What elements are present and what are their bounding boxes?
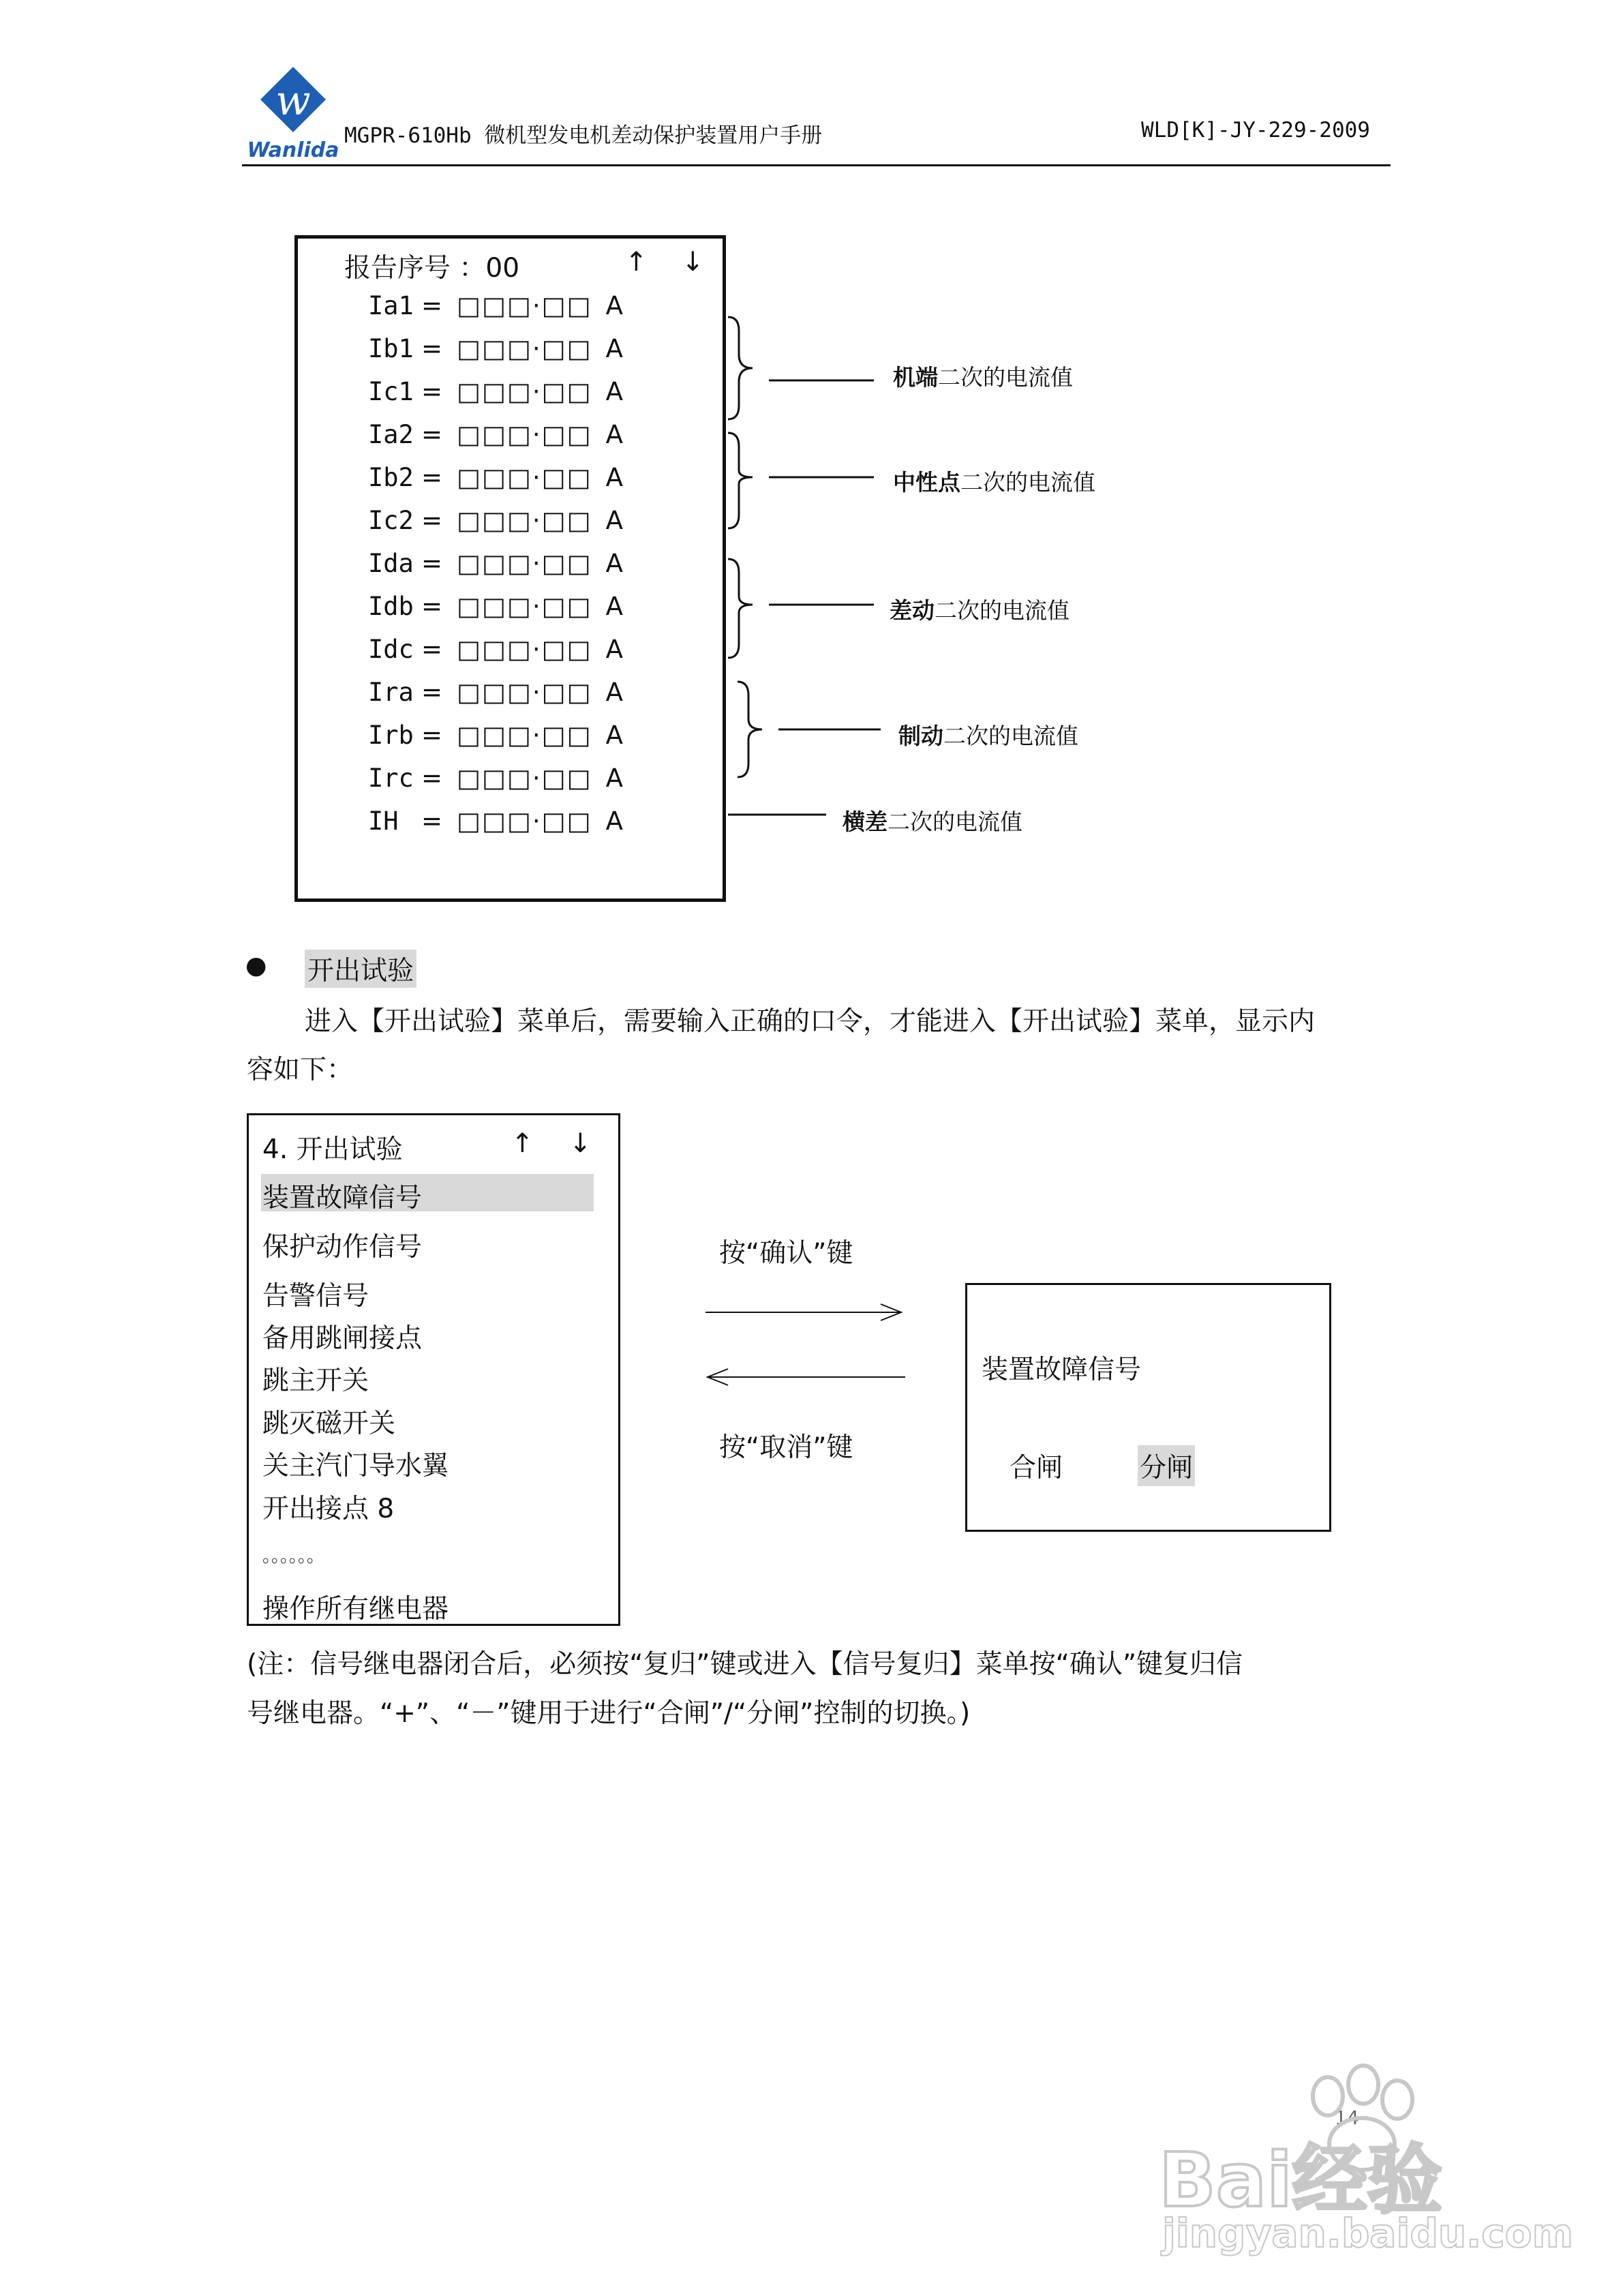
confirm-key-label: 按“确认”键 [719,1238,853,1269]
logo [245,61,341,164]
annotation-transverse: 横差二次的电流值 [843,809,1022,835]
current-value: □□□·□□ [457,549,592,578]
current-label: Ic2 [368,506,414,535]
report-row [368,721,623,750]
menu-item[interactable]: 关主汽门导水翼 [262,1451,449,1481]
current-value: □□□·□□ [457,721,592,750]
result-title: 装置故障信号 [982,1355,1142,1385]
brace [728,433,753,528]
report-row [368,592,623,621]
menu-item[interactable]: 。。。。。。 [262,1546,325,1567]
note-line1: (注：信号继电器闭合后，必须按“复归”键或进入【信号复归】菜单按“确认”键复归信 [247,1649,1243,1680]
equals-sign: = [421,463,443,492]
section-paragraph-line2: 容如下： [247,1055,354,1085]
current-value: □□□·□□ [457,678,592,707]
current-value: □□□·□□ [457,463,592,492]
unit-label: A [605,377,623,406]
down-arrow-icon: ↓ [682,247,704,277]
menu-item[interactable]: 装置故障信号 [262,1183,423,1213]
unit-label: A [605,291,623,320]
brace [738,682,762,777]
menu-item[interactable]: 开出接点 8 [262,1494,395,1524]
option-open[interactable]: 分闸 [1138,1445,1195,1486]
current-label: IH [368,806,399,836]
header-divider [242,164,1391,166]
brace [728,317,753,419]
current-value: □□□·□□ [457,592,592,621]
unit-label: A [605,334,623,363]
cancel-key-label: 按“取消”键 [719,1432,853,1463]
header-doc-code: WLD[K]-JY-229-2009 [1141,118,1370,142]
report-row [368,377,623,406]
current-value: □□□·□□ [457,764,592,793]
equals-sign: = [421,377,443,406]
watermark [1159,2059,1573,2263]
report-row [368,806,623,836]
report-row [368,764,623,793]
page-number: 14 [1335,2106,1359,2129]
up-arrow-icon: ↑ [625,247,648,277]
annotation-neutral: 中性点二次的电流值 [893,469,1095,496]
current-value: □□□·□□ [457,334,592,363]
down-arrow-icon: ↓ [569,1128,592,1159]
note-line2: 号继电器。“+”、“－”键用于进行“合闸”/“分闸”控制的切换。) [247,1698,971,1729]
current-label: Idb [368,592,414,621]
unit-label: A [605,592,623,621]
equals-sign: = [421,549,443,578]
equals-sign: = [421,635,443,664]
flow-arrows [702,1299,907,1387]
equals-sign: = [421,678,443,707]
current-label: Irb [368,721,414,750]
annotation-terminal: 机端二次的电流值 [893,364,1073,391]
menu-item[interactable]: 备用跳闸接点 [262,1323,423,1354]
wanlida-logo-icon [245,61,341,164]
report-title: 报告序号 ：00 [344,253,520,284]
unit-label: A [605,721,623,750]
left-arrow-icon [708,1369,905,1385]
report-row [368,420,623,449]
equals-sign: = [421,506,443,535]
section-paragraph-line1: 进入【开出试验】菜单后，需要输入正确的口令，才能进入【开出试验】菜单，显示内 [305,1006,1316,1037]
current-label: Ic1 [368,377,414,406]
unit-label: A [605,764,623,793]
menu-item[interactable]: 告警信号 [262,1281,369,1312]
equals-sign: = [421,291,443,320]
watermark-url: jingyan.baidu.com [1162,2210,1573,2256]
menu-item[interactable]: 保护动作信号 [262,1232,423,1263]
svg-text:w: w [275,77,311,125]
report-row [368,506,623,535]
watermark-brand: Bai经验 [1159,2136,1442,2224]
current-label: Irc [368,764,414,793]
report-row [368,463,623,492]
unit-label: A [605,635,623,664]
report-row [368,635,623,664]
menu-title: 4. 开出试验 [262,1134,403,1165]
menu-item[interactable]: 操作所有继电器 [262,1594,449,1625]
bullet-icon: ● [245,952,267,980]
menu-item[interactable]: 跳主开关 [262,1365,369,1396]
unit-label: A [605,506,623,535]
annotation-differential: 差动二次的电流值 [890,597,1070,624]
report-row [368,334,623,363]
report-row [368,678,623,707]
equals-sign: = [421,721,443,750]
equals-sign: = [421,420,443,449]
unit-label: A [605,806,623,836]
current-value: □□□·□□ [457,506,592,535]
current-label: Ia1 [368,291,414,320]
current-value: □□□·□□ [457,420,592,449]
current-value: □□□·□□ [457,635,592,664]
current-label: Idc [368,635,414,664]
svg-text:Wanlida: Wanlida [247,138,339,162]
unit-label: A [605,420,623,449]
report-row [368,291,623,320]
current-label: Ia2 [368,420,414,449]
unit-label: A [605,549,623,578]
menu-item[interactable]: 跳灭磁开关 [262,1408,396,1439]
current-value: □□□·□□ [457,291,592,320]
current-label: Ib2 [368,463,414,492]
right-arrow-icon [706,1304,901,1320]
current-label: Ida [368,549,414,578]
report-row [368,549,623,578]
up-arrow-icon: ↑ [511,1128,534,1159]
annotation-restraint: 制动二次的电流值 [898,723,1078,749]
header-title: MGPR-610Hb 微机型发电机差动保护装置用户手册 [344,123,823,148]
equals-sign: = [421,592,443,621]
equals-sign: = [421,764,443,793]
section-heading: 开出试验 [305,950,416,988]
equals-sign: = [421,334,443,363]
equals-sign: = [421,806,443,836]
current-value: □□□·□□ [457,377,592,406]
option-close[interactable]: 合闸 [1010,1453,1063,1483]
current-label: Ira [368,678,414,707]
unit-label: A [605,678,623,707]
current-label: Ib1 [368,334,414,363]
result-screen [965,1283,1331,1532]
current-value: □□□·□□ [457,806,592,836]
unit-label: A [605,463,623,492]
brace [728,559,753,658]
